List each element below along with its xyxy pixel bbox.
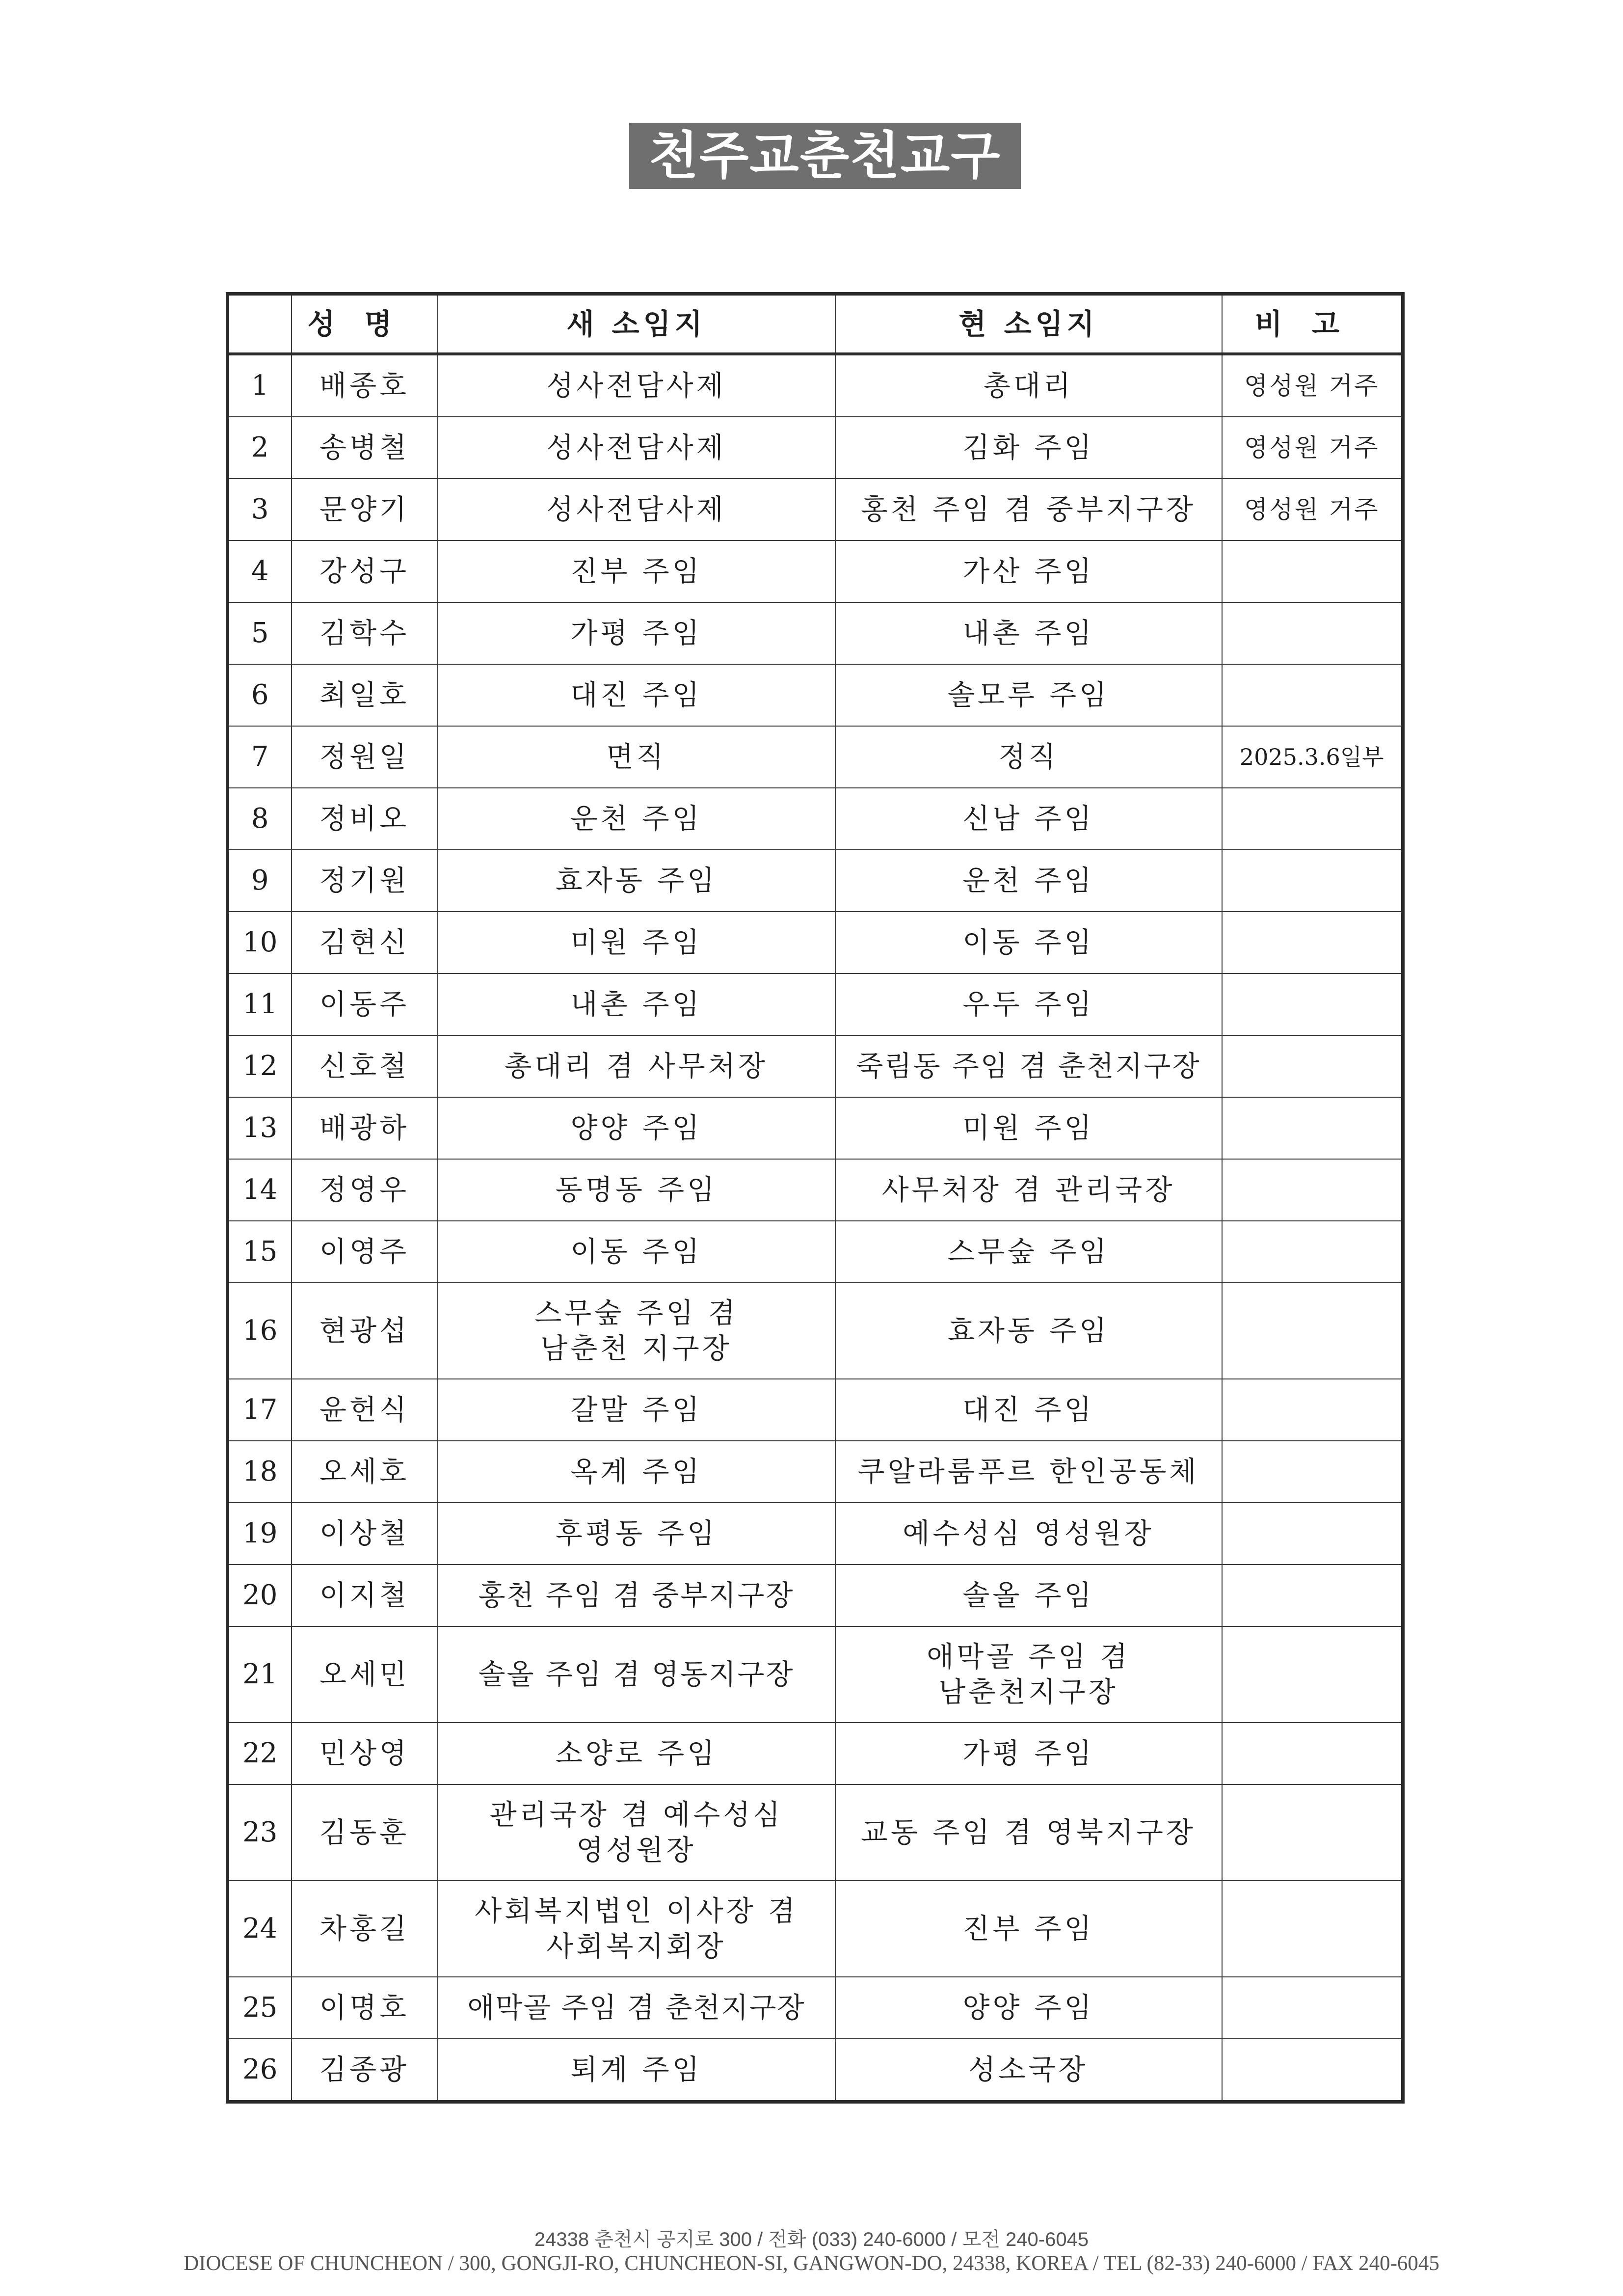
row-no: 4: [228, 540, 292, 602]
row-new-post: [438, 1881, 835, 1977]
row-new-post: 가평 주임: [438, 602, 835, 664]
row-name: 오세호: [292, 1441, 438, 1503]
row-new-post: 홍천 주임 겸 중부지구장: [438, 1565, 835, 1626]
row-name: 정비오: [292, 788, 438, 850]
row-name: 배광하: [292, 1097, 438, 1159]
row-name: 배종호: [292, 354, 438, 417]
table-row: [228, 1626, 1403, 1723]
row-current-post-line2: 남춘천지구장: [938, 1676, 1118, 1708]
table-row: [228, 2039, 1403, 2102]
row-name: 윤헌식: [292, 1379, 438, 1441]
table-header-row: [228, 294, 1403, 354]
row-new-post: 미원 주임: [438, 912, 835, 973]
table-row: [228, 664, 1403, 726]
row-new-post: 옥계 주임: [438, 1441, 835, 1503]
row-note: [1222, 1283, 1403, 1379]
row-note: [1222, 788, 1403, 850]
row-current-post: 운천 주임: [835, 850, 1222, 912]
row-new-post-line1: 스무숲 주임 겸: [534, 1297, 738, 1329]
table-row: [228, 354, 1403, 417]
table-row: [228, 1441, 1403, 1503]
row-no: 26: [228, 2039, 292, 2102]
row-new-post: 이동 주임: [438, 1221, 835, 1283]
row-no: 22: [228, 1723, 292, 1784]
row-new-post: 퇴계 주임: [438, 2039, 835, 2102]
row-no: 3: [228, 479, 292, 540]
assignment-table: [226, 292, 1405, 2104]
row-new-post: 동명동 주임: [438, 1159, 835, 1221]
row-current-post: 죽림동 주임 겸 춘천지구장: [835, 1035, 1222, 1097]
row-name: 최일호: [292, 664, 438, 726]
row-note: [1222, 1035, 1403, 1097]
row-current-post: 양양 주임: [835, 1977, 1222, 2039]
row-note: [1222, 973, 1403, 1035]
row-current-post: 총대리: [835, 354, 1222, 417]
row-name: 강성구: [292, 540, 438, 602]
row-no: 13: [228, 1097, 292, 1159]
row-no: 1: [228, 354, 292, 417]
row-new-post-line2: 남춘천 지구장: [540, 1332, 732, 1365]
row-new-post: 성사전담사제: [438, 479, 835, 540]
row-name: 차홍길: [292, 1881, 438, 1977]
row-note: [1222, 1881, 1403, 1977]
row-new-post: [438, 1784, 835, 1881]
row-name: 이명호: [292, 1977, 438, 2039]
row-new-post-line1: 관리국장 겸 예수성심: [489, 1799, 783, 1831]
header-current-post: 현 소임지: [835, 294, 1222, 354]
row-note: [1222, 1977, 1403, 2039]
row-name: 신호철: [292, 1035, 438, 1097]
row-note: [1222, 2039, 1403, 2102]
row-note: [1222, 1626, 1403, 1723]
row-new-post: 갈말 주임: [438, 1379, 835, 1441]
row-name: 민상영: [292, 1723, 438, 1784]
row-note: [1222, 1441, 1403, 1503]
row-current-post: 쿠알라룸푸르 한인공동체: [835, 1441, 1222, 1503]
row-current-post: 교동 주임 겸 영북지구장: [835, 1784, 1222, 1881]
table-row: [228, 602, 1403, 664]
row-no: 5: [228, 602, 292, 664]
row-current-post: 가평 주임: [835, 1723, 1222, 1784]
table-row: [228, 1977, 1403, 2039]
row-new-post: 성사전담사제: [438, 354, 835, 417]
table-row: [228, 540, 1403, 602]
row-current-post: 미원 주임: [835, 1097, 1222, 1159]
row-current-post: 대진 주임: [835, 1379, 1222, 1441]
row-name: 이상철: [292, 1503, 438, 1565]
row-new-post: 솔올 주임 겸 영동지구장: [438, 1626, 835, 1723]
row-note: 영성원 거주: [1222, 479, 1403, 540]
row-current-post-line1: 애막골 주임 겸: [927, 1641, 1130, 1673]
row-note: [1222, 1097, 1403, 1159]
row-new-post: 소양로 주임: [438, 1723, 835, 1784]
row-no: 11: [228, 973, 292, 1035]
row-name: 송병철: [292, 417, 438, 479]
row-name: 정영우: [292, 1159, 438, 1221]
row-no: 21: [228, 1626, 292, 1723]
row-no: 19: [228, 1503, 292, 1565]
row-note: 영성원 거주: [1222, 354, 1403, 417]
row-note: [1222, 850, 1403, 912]
row-current-post: 우두 주임: [835, 973, 1222, 1035]
row-note: [1222, 1503, 1403, 1565]
row-new-post: 내촌 주임: [438, 973, 835, 1035]
row-current-post: 내촌 주임: [835, 602, 1222, 664]
row-new-post: 진부 주임: [438, 540, 835, 602]
row-note: [1222, 602, 1403, 664]
row-note: [1222, 540, 1403, 602]
row-no: 6: [228, 664, 292, 726]
table-row: [228, 1159, 1403, 1221]
row-current-post: 김화 주임: [835, 417, 1222, 479]
row-current-post: 솔올 주임: [835, 1565, 1222, 1626]
table-row: [228, 1565, 1403, 1626]
row-name: 이지철: [292, 1565, 438, 1626]
row-no: 10: [228, 912, 292, 973]
header-new-post: 새 소임지: [438, 294, 835, 354]
row-name: 정원일: [292, 726, 438, 788]
row-note: [1222, 1379, 1403, 1441]
row-current-post: 솔모루 주임: [835, 664, 1222, 726]
row-name: 오세민: [292, 1626, 438, 1723]
row-note: 영성원 거주: [1222, 417, 1403, 479]
row-no: 18: [228, 1441, 292, 1503]
row-no: 12: [228, 1035, 292, 1097]
table-row: [228, 850, 1403, 912]
row-no: 14: [228, 1159, 292, 1221]
row-new-post-line2: 사회복지회장: [546, 1930, 726, 1963]
row-no: 15: [228, 1221, 292, 1283]
row-name: 이동주: [292, 973, 438, 1035]
row-note: [1222, 1784, 1403, 1881]
row-current-post: 진부 주임: [835, 1881, 1222, 1977]
table-row: [228, 1784, 1403, 1881]
row-note: [1222, 1159, 1403, 1221]
row-no: 20: [228, 1565, 292, 1626]
row-name: 김동훈: [292, 1784, 438, 1881]
row-new-post: [438, 1283, 835, 1379]
row-name: 현광섭: [292, 1283, 438, 1379]
row-no: 17: [228, 1379, 292, 1441]
table-row: [228, 973, 1403, 1035]
table-row: [228, 1283, 1403, 1379]
row-current-post: 정직: [835, 726, 1222, 788]
row-new-post: 양양 주임: [438, 1097, 835, 1159]
table-row: [228, 479, 1403, 540]
row-no: 16: [228, 1283, 292, 1379]
row-no: 7: [228, 726, 292, 788]
row-name: 김종광: [292, 2039, 438, 2102]
row-current-post: 신남 주임: [835, 788, 1222, 850]
row-current-post: 사무처장 겸 관리국장: [835, 1159, 1222, 1221]
row-current-post: 스무숲 주임: [835, 1221, 1222, 1283]
row-new-post-line1: 사회복지법인 이사장 겸: [475, 1895, 798, 1927]
row-current-post: 홍천 주임 겸 중부지구장: [835, 479, 1222, 540]
row-current-post: [835, 1626, 1222, 1723]
table-row: [228, 417, 1403, 479]
row-new-post-line2: 영성원장: [576, 1834, 696, 1866]
row-name: 이영주: [292, 1221, 438, 1283]
table-row: [228, 1221, 1403, 1283]
row-name: 김현신: [292, 912, 438, 973]
row-name: 문양기: [292, 479, 438, 540]
row-no: 23: [228, 1784, 292, 1881]
table-row: [228, 1881, 1403, 1977]
row-note: 2025.3.6일부: [1222, 726, 1403, 788]
row-new-post: 대진 주임: [438, 664, 835, 726]
row-new-post: 성사전담사제: [438, 417, 835, 479]
table-row: [228, 1035, 1403, 1097]
header-note: 비고: [1222, 294, 1403, 354]
row-note: [1222, 1221, 1403, 1283]
row-new-post: 애막골 주임 겸 춘천지구장: [438, 1977, 835, 2039]
row-note: [1222, 664, 1403, 726]
row-no: 2: [228, 417, 292, 479]
footer-address-korean: 24338 춘천시 공지로 300 / 전화 (033) 240-6000 / 모전 240-6045: [534, 2229, 1089, 2250]
row-name: 정기원: [292, 850, 438, 912]
row-note: [1222, 1565, 1403, 1626]
row-current-post: 예수성심 영성원장: [835, 1503, 1222, 1565]
row-note: [1222, 912, 1403, 973]
row-current-post: 성소국장: [835, 2039, 1222, 2102]
row-new-post: 면직: [438, 726, 835, 788]
row-name: 김학수: [292, 602, 438, 664]
table-row: [228, 1723, 1403, 1784]
row-no: 24: [228, 1881, 292, 1977]
header-no: [228, 294, 292, 354]
row-new-post: 운천 주임: [438, 788, 835, 850]
row-current-post: 효자동 주임: [835, 1283, 1222, 1379]
table-row: [228, 1097, 1403, 1159]
table-row: [228, 788, 1403, 850]
row-new-post: 후평동 주임: [438, 1503, 835, 1565]
footer-address-english: DIOCESE OF CHUNCHEON / 300, GONGJI-RO, CHUNCHEON-SI, GANGWON-DO, 24338, KOREA / TEL (82-33) 240-6000 / FAX 240-6045: [184, 2252, 1439, 2275]
row-new-post: 총대리 겸 사무처장: [438, 1035, 835, 1097]
row-current-post: 이동 주임: [835, 912, 1222, 973]
table-row: [228, 1379, 1403, 1441]
header-name: 성명: [292, 294, 438, 354]
table-row: [228, 726, 1403, 788]
table-row: [228, 912, 1403, 973]
page-title: 천주교춘천교구: [629, 123, 1021, 189]
row-no: 9: [228, 850, 292, 912]
table-row: [228, 1503, 1403, 1565]
row-note: [1222, 1723, 1403, 1784]
row-current-post: 가산 주임: [835, 540, 1222, 602]
row-no: 25: [228, 1977, 292, 2039]
row-new-post: 효자동 주임: [438, 850, 835, 912]
row-no: 8: [228, 788, 292, 850]
